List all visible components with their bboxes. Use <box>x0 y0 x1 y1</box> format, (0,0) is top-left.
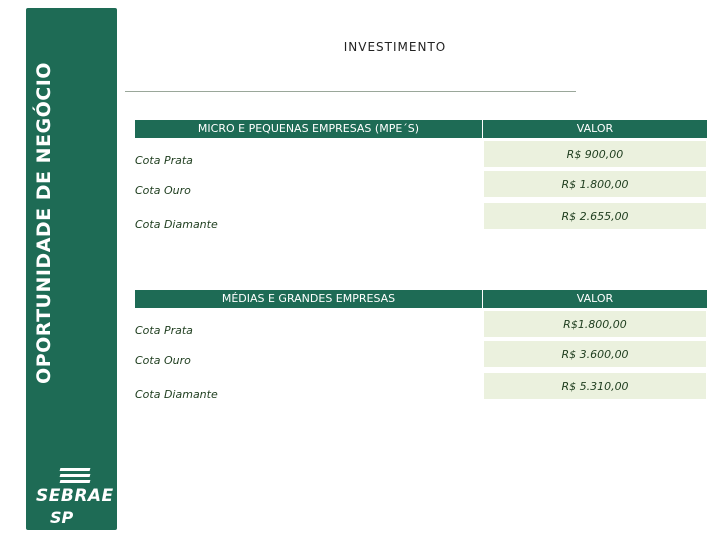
page-heading: INVESTIMENTO <box>343 40 447 54</box>
value-cell: R$ 2.655,00 <box>483 202 707 230</box>
value-cell: R$1.800,00 <box>483 310 707 338</box>
sidebar-title: OPORTUNIDADE DE NEGÓCIO <box>33 62 55 384</box>
table-header-value: VALOR <box>483 290 707 308</box>
value-cell: R$ 900,00 <box>483 140 707 168</box>
logo-brand-text: SEBRAE <box>36 486 114 506</box>
row-label: Cota Ouro <box>135 354 191 367</box>
sidebar-title-wrap <box>26 8 62 438</box>
table-header-category: MÉDIAS E GRANDES EMPRESAS <box>135 290 482 308</box>
value-cell: R$ 1.800,00 <box>483 170 707 198</box>
value-cell: R$ 5.310,00 <box>483 372 707 400</box>
row-label: Cota Prata <box>135 324 193 337</box>
value-cell: R$ 3.600,00 <box>483 340 707 368</box>
row-label: Cota Ouro <box>135 184 191 197</box>
row-label: Cota Diamante <box>135 388 218 401</box>
row-label: Cota Prata <box>135 154 193 167</box>
sebrae-logo <box>34 466 114 528</box>
sidebar <box>26 8 117 530</box>
row-label: Cota Diamante <box>135 218 218 231</box>
heading-divider <box>125 91 576 92</box>
table-header-value: VALOR <box>483 120 707 138</box>
logo-sub-text: SP <box>50 508 74 527</box>
logo-bars-icon <box>60 468 90 486</box>
table-header-category: MICRO E PEQUENAS EMPRESAS (MPE´S) <box>135 120 482 138</box>
